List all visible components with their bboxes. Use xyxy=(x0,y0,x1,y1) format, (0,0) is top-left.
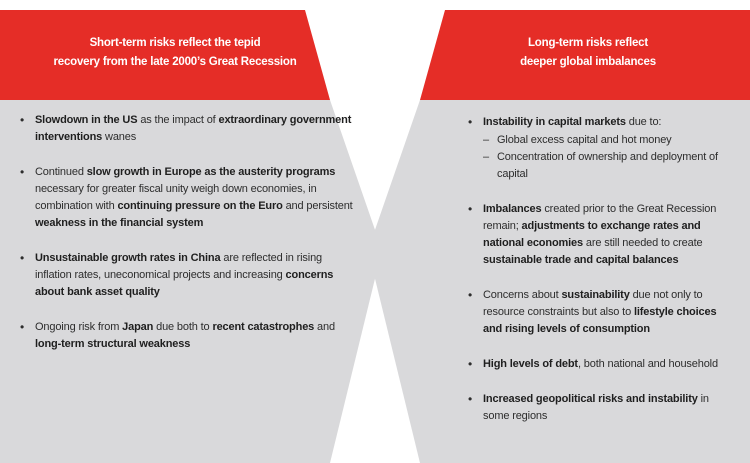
body-text: due to: xyxy=(625,116,662,128)
body-text: created prior to the Great Recession remain; xyxy=(483,203,717,232)
long-term-risk-list xyxy=(468,114,736,443)
right-risk-subitem: – Concentration of ownership and deployment of capital xyxy=(483,149,736,183)
body-text: wanes xyxy=(102,131,137,143)
emphasis-text: Imbalances xyxy=(483,203,542,215)
emphasis-text: weakness in the financial system xyxy=(35,217,204,229)
emphasis-text: concerns about bank asset quality xyxy=(35,269,334,298)
emphasis-text: lifestyle choices and rising levels of consumption xyxy=(483,306,717,335)
body-text: due both to xyxy=(153,321,213,333)
left-risk-item xyxy=(20,164,360,232)
emphasis-text: Slowdown in the US xyxy=(35,114,138,126)
long-term-header xyxy=(438,34,738,72)
long-term-header-line-1: Long-term risks reflect xyxy=(527,37,649,49)
body-text: are still needed to create xyxy=(583,237,703,249)
emphasis-text: adjustments to exchange rates and national economies xyxy=(483,220,701,249)
right-risk-item xyxy=(468,287,736,338)
right-risk-item xyxy=(468,356,736,373)
emphasis-text: High levels of debt xyxy=(483,358,578,370)
emphasis-text: Instability in capital markets xyxy=(483,116,626,128)
body-text: Concerns about xyxy=(483,289,562,301)
short-term-header xyxy=(20,34,330,72)
body-text: Continued xyxy=(35,166,87,178)
long-term-header-line-2: deeper global imbalances xyxy=(520,56,656,68)
emphasis-text: recent catastrophes xyxy=(212,321,315,333)
body-text: due not only to resource constraints but also to xyxy=(483,289,703,318)
left-risk-item xyxy=(20,112,360,146)
body-text: Ongoing risk from xyxy=(35,321,123,333)
body-text: and persistent xyxy=(282,200,353,212)
left-risk-item xyxy=(20,319,360,353)
body-text: as the impact of xyxy=(137,114,219,126)
emphasis-text: sustainable trade and capital balances xyxy=(483,254,679,266)
right-risk-item xyxy=(468,201,736,269)
body-text: in some regions xyxy=(483,393,709,422)
body-text: , both national and household xyxy=(577,358,718,370)
short-term-header-line-1: Short-term risks reflect the tepid xyxy=(89,37,261,49)
body-text: and xyxy=(314,321,335,333)
emphasis-text: extraordinary government interventions xyxy=(35,114,352,143)
emphasis-text: slow growth in Europe as the austerity programs xyxy=(86,166,336,178)
emphasis-text: Increased geopolitical risks and instability xyxy=(483,393,698,405)
emphasis-text: sustainability xyxy=(561,289,630,301)
right-risk-item xyxy=(468,391,736,425)
right-risk-subitem: – Global excess capital and hot money xyxy=(483,132,736,149)
long-term-risks-panel xyxy=(368,0,750,463)
body-text: necessary for greater fiscal unity weigh down economies, in combination with xyxy=(35,183,317,212)
emphasis-text: Japan xyxy=(122,321,154,333)
body-text: are reflected in rising inflation rates, uneconomical projects and increasing xyxy=(35,252,323,281)
emphasis-text: Unsustainable growth rates in China xyxy=(35,252,221,264)
right-risk-item xyxy=(468,114,736,183)
short-term-header-line-2: recovery from the late 2000’s Great Recession xyxy=(53,56,297,68)
short-term-risk-list xyxy=(20,112,360,371)
emphasis-text: long-term structural weakness xyxy=(35,338,191,350)
emphasis-text: continuing pressure on the Euro xyxy=(117,200,283,212)
left-risk-item xyxy=(20,250,360,301)
right-risk-sublist xyxy=(483,132,736,183)
